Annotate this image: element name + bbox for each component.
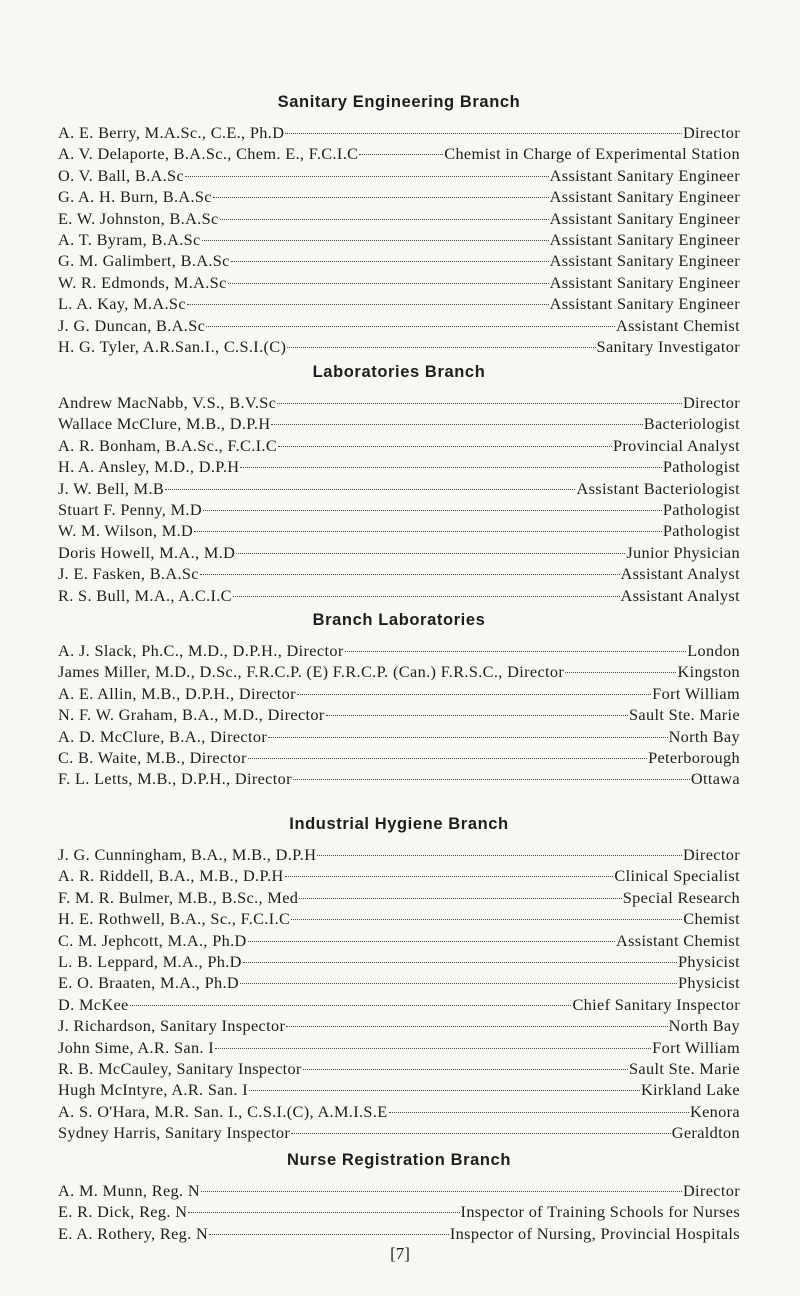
dot-leader [187, 304, 549, 305]
staff-name: J. E. Fasken, B.A.Sc [58, 564, 199, 584]
staff-name: Wallace McClure, M.B., D.P.H [58, 414, 271, 434]
staff-name: A. M. Munn, Reg. N [58, 1181, 200, 1200]
staff-role: Chief Sanitary Inspector [572, 994, 740, 1014]
staff-name: Doris Howell, M.A., M.D [58, 542, 236, 562]
staff-role: Assistant Sanitary Engineer [549, 187, 740, 207]
staff-role: Pathologist [662, 457, 740, 477]
staff-name: N. F. W. Graham, B.A., M.D., Director [58, 705, 325, 725]
staff-role: Fort William [652, 683, 740, 703]
staff-row [58, 972, 740, 993]
dot-leader [285, 133, 682, 134]
staff-role: Peterborough [648, 747, 740, 767]
staff-role: Inspector of Nursing, Provincial Hospitals [449, 1223, 740, 1243]
dot-leader [248, 758, 647, 759]
dot-leader [293, 779, 690, 780]
staff-row [58, 585, 740, 606]
staff-name: A. E. Allin, M.B., D.P.H., Director [58, 683, 296, 703]
staff-row [58, 1037, 740, 1058]
staff-name: W. M. Wilson, M.D [58, 521, 194, 541]
staff-name: E. W. Johnston, B.A.Sc [58, 208, 219, 228]
staff-role: Clinical Specialist [614, 866, 740, 886]
staff-row [58, 542, 740, 563]
dot-leader [165, 489, 575, 490]
dot-leader [240, 983, 677, 984]
staff-row [58, 726, 740, 747]
staff-role: Director [682, 1181, 740, 1200]
dot-leader [236, 553, 625, 554]
staff-list [58, 392, 740, 606]
section-heading: Industrial Hygiene Branch [289, 815, 509, 833]
staff-row [58, 683, 740, 704]
staff-role: Junior Physician [626, 542, 740, 562]
staff-role: Geraldton [671, 1123, 740, 1143]
staff-name: F. M. R. Bulmer, M.B., B.Sc., Med [58, 887, 299, 907]
dot-leader [297, 694, 651, 695]
staff-row [58, 315, 740, 336]
staff-name: R. S. Bull, M.A., A.C.I.C [58, 585, 232, 605]
dot-leader [326, 715, 628, 716]
dot-leader [248, 941, 615, 942]
dot-leader [359, 154, 443, 155]
dot-leader [206, 326, 615, 327]
staff-row [58, 336, 740, 357]
staff-name: A. S. O'Hara, M.R. San. I., C.S.I.(C), A.M.I.S.E [58, 1101, 388, 1121]
staff-row [58, 908, 740, 929]
dot-leader [268, 737, 667, 738]
staff-name: D. McKee [58, 994, 129, 1014]
staff-name: W. R. Edmonds, M.A.Sc [58, 272, 227, 292]
staff-role: Kenora [689, 1101, 740, 1121]
staff-name: E. R. Dick, Reg. N [58, 1202, 188, 1222]
staff-row [58, 456, 740, 477]
staff-row [58, 951, 740, 972]
dot-leader [291, 919, 682, 920]
staff-name: H. G. Tyler, A.R.San.I., C.S.I.(C) [58, 336, 287, 356]
laboratories-section [58, 360, 740, 606]
staff-row [58, 520, 740, 541]
staff-role: Assistant Chemist [616, 315, 740, 335]
staff-name: A. J. Slack, Ph.C., M.D., D.P.H., Director [58, 641, 344, 660]
dot-leader [213, 197, 549, 198]
staff-role: Physicist [678, 951, 740, 971]
section-heading: Nurse Registration Branch [286, 1151, 512, 1169]
dot-leader [565, 672, 676, 673]
staff-name: Sydney Harris, Sanitary Inspector [58, 1123, 291, 1143]
section-heading: Sanitary Engineering Branch [277, 93, 521, 111]
dot-leader [389, 1112, 689, 1113]
staff-role: Bacteriologist [643, 414, 740, 434]
staff-row [58, 413, 740, 434]
dot-leader [240, 467, 661, 468]
dot-leader [286, 1026, 667, 1027]
staff-role: Director [682, 393, 740, 412]
staff-name: L. B. Leppard, M.A., Ph.D [58, 951, 242, 971]
staff-row [58, 661, 740, 682]
dot-leader [271, 424, 642, 425]
staff-row [58, 250, 740, 271]
staff-role: Kirkland Lake [640, 1080, 740, 1100]
staff-row [58, 844, 740, 865]
section-heading: Branch Laboratories [312, 611, 486, 629]
staff-row [58, 122, 740, 143]
dot-leader [209, 1234, 449, 1235]
dot-leader [277, 403, 682, 404]
dot-leader [243, 962, 677, 963]
staff-row [58, 768, 740, 789]
staff-role: Director [682, 845, 740, 864]
staff-name: Andrew MacNabb, V.S., B.V.Sc [58, 393, 277, 412]
staff-row [58, 563, 740, 584]
staff-row [58, 1122, 740, 1143]
staff-row [58, 1079, 740, 1100]
staff-role: Sanitary Investigator [596, 336, 740, 356]
dot-leader [194, 531, 662, 532]
nurse-registration-section [58, 1148, 740, 1244]
dot-leader [203, 510, 662, 511]
dot-leader [303, 1069, 628, 1070]
staff-role: Assistant Sanitary Engineer [549, 165, 740, 185]
staff-row [58, 1223, 740, 1244]
staff-role: Physicist [678, 973, 740, 993]
dot-leader [200, 574, 620, 575]
staff-row [58, 747, 740, 768]
staff-row [58, 1201, 740, 1222]
dot-leader [201, 1191, 682, 1192]
staff-row [58, 208, 740, 229]
dot-leader [287, 347, 595, 348]
industrial-hygiene-section [58, 812, 740, 1143]
staff-role: Assistant Sanitary Engineer [549, 272, 740, 292]
staff-row [58, 143, 740, 164]
staff-row [58, 640, 740, 661]
staff-name: J. Richardson, Sanitary Inspector [58, 1016, 286, 1036]
staff-name: E. O. Braaten, M.A., Ph.D [58, 973, 240, 993]
staff-role: Provincial Analyst [612, 435, 740, 455]
dot-leader [285, 876, 614, 877]
staff-role: Assistant Sanitary Engineer [549, 208, 740, 228]
staff-row [58, 1058, 740, 1079]
dot-leader [215, 1048, 651, 1049]
staff-name: J. G. Cunningham, B.A., M.B., D.P.H [58, 845, 317, 864]
section-heading: Laboratories Branch [312, 363, 486, 381]
staff-name: A. D. McClure, B.A., Director [58, 726, 268, 746]
staff-row [58, 1015, 740, 1036]
staff-row [58, 994, 740, 1015]
staff-name: A. R. Riddell, B.A., M.B., D.P.H [58, 866, 284, 886]
dot-leader [345, 651, 687, 652]
staff-role: Chemist in Charge of Experimental Station [444, 144, 740, 164]
staff-name: H. A. Ansley, M.D., D.P.H [58, 457, 240, 477]
staff-row [58, 704, 740, 725]
staff-row [58, 392, 740, 413]
dot-leader [188, 1212, 459, 1213]
staff-role: Assistant Sanitary Engineer [549, 251, 740, 271]
staff-role: Director [682, 123, 740, 142]
staff-row [58, 499, 740, 520]
staff-role: London [687, 641, 740, 660]
staff-role: Ottawa [690, 769, 740, 789]
staff-name: A. E. Berry, M.A.Sc., C.E., Ph.D [58, 123, 285, 142]
sanitary-engineering-section [58, 90, 740, 357]
staff-role: Assistant Sanitary Engineer [549, 294, 740, 314]
staff-role: Fort William [652, 1037, 740, 1057]
staff-role: Pathologist [662, 499, 740, 519]
staff-name: R. B. McCauley, Sanitary Inspector [58, 1058, 302, 1078]
dot-leader [228, 283, 549, 284]
staff-name: C. B. Waite, M.B., Director [58, 747, 247, 767]
page-number: [7] [390, 1244, 410, 1263]
dot-leader [185, 176, 549, 177]
staff-row [58, 165, 740, 186]
staff-name: L. A. Kay, M.A.Sc [58, 294, 186, 314]
staff-name: Stuart F. Penny, M.D [58, 499, 202, 519]
staff-name: G. A. H. Burn, B.A.Sc [58, 187, 212, 207]
staff-role: Assistant Chemist [616, 930, 740, 950]
staff-role: Assistant Bacteriologist [576, 478, 740, 498]
dot-leader [202, 240, 549, 241]
staff-list [58, 1180, 740, 1244]
staff-role: Sault Ste. Marie [629, 1058, 740, 1078]
staff-list [58, 844, 740, 1143]
staff-role: Pathologist [662, 521, 740, 541]
staff-row [58, 435, 740, 456]
staff-name: C. M. Jephcott, M.A., Ph.D [58, 930, 247, 950]
dot-leader [291, 1133, 671, 1134]
staff-name: J. W. Bell, M.B [58, 478, 165, 498]
staff-role: Sault Ste. Marie [629, 705, 740, 725]
staff-row [58, 887, 740, 908]
staff-role: North Bay [668, 1016, 740, 1036]
staff-name: Hugh McIntyre, A.R. San. I [58, 1080, 248, 1100]
staff-name: O. V. Ball, B.A.Sc [58, 165, 185, 185]
staff-row [58, 1101, 740, 1122]
staff-row [58, 186, 740, 207]
dot-leader [233, 596, 620, 597]
staff-row [58, 1180, 740, 1201]
staff-role: Kingston [677, 662, 740, 682]
staff-role: Assistant Analyst [620, 585, 740, 605]
staff-row [58, 865, 740, 886]
dot-leader [231, 261, 549, 262]
staff-row [58, 229, 740, 250]
staff-name: James Miller, M.D., D.Sc., F.R.C.P. (E) F.R.C.P. (Can.) F.R.S.C., Director [58, 662, 565, 682]
staff-name: A. R. Bonham, B.A.Sc., F.C.I.C [58, 435, 278, 455]
staff-name: J. G. Duncan, B.A.Sc [58, 315, 206, 335]
staff-name: E. A. Rothery, Reg. N [58, 1223, 209, 1243]
staff-name: F. L. Letts, M.B., D.P.H., Director [58, 769, 292, 789]
staff-role: Special Research [622, 887, 740, 907]
staff-row [58, 272, 740, 293]
staff-name: G. M. Galimbert, B.A.Sc [58, 251, 230, 271]
dot-leader [317, 855, 682, 856]
staff-role: North Bay [668, 726, 740, 746]
dot-leader [220, 219, 549, 220]
staff-list [58, 122, 740, 357]
dot-leader [299, 898, 621, 899]
staff-role: Chemist [683, 909, 740, 929]
dot-leader [249, 1090, 640, 1091]
staff-row [58, 930, 740, 951]
dot-leader [278, 446, 612, 447]
staff-name: A. V. Delaporte, B.A.Sc., Chem. E., F.C.I.C [58, 144, 359, 164]
staff-row [58, 293, 740, 314]
staff-list [58, 640, 740, 790]
staff-role: Assistant Analyst [620, 564, 740, 584]
staff-row [58, 478, 740, 499]
staff-role: Inspector of Training Schools for Nurses [460, 1202, 740, 1222]
staff-name: H. E. Rothwell, B.A., Sc., F.C.I.C [58, 909, 291, 929]
branch-laboratories-section [58, 608, 740, 790]
staff-role: Assistant Sanitary Engineer [549, 229, 740, 249]
dot-leader [130, 1005, 572, 1006]
staff-name: A. T. Byram, B.A.Sc [58, 229, 201, 249]
staff-name: John Sime, A.R. San. I [58, 1037, 215, 1057]
